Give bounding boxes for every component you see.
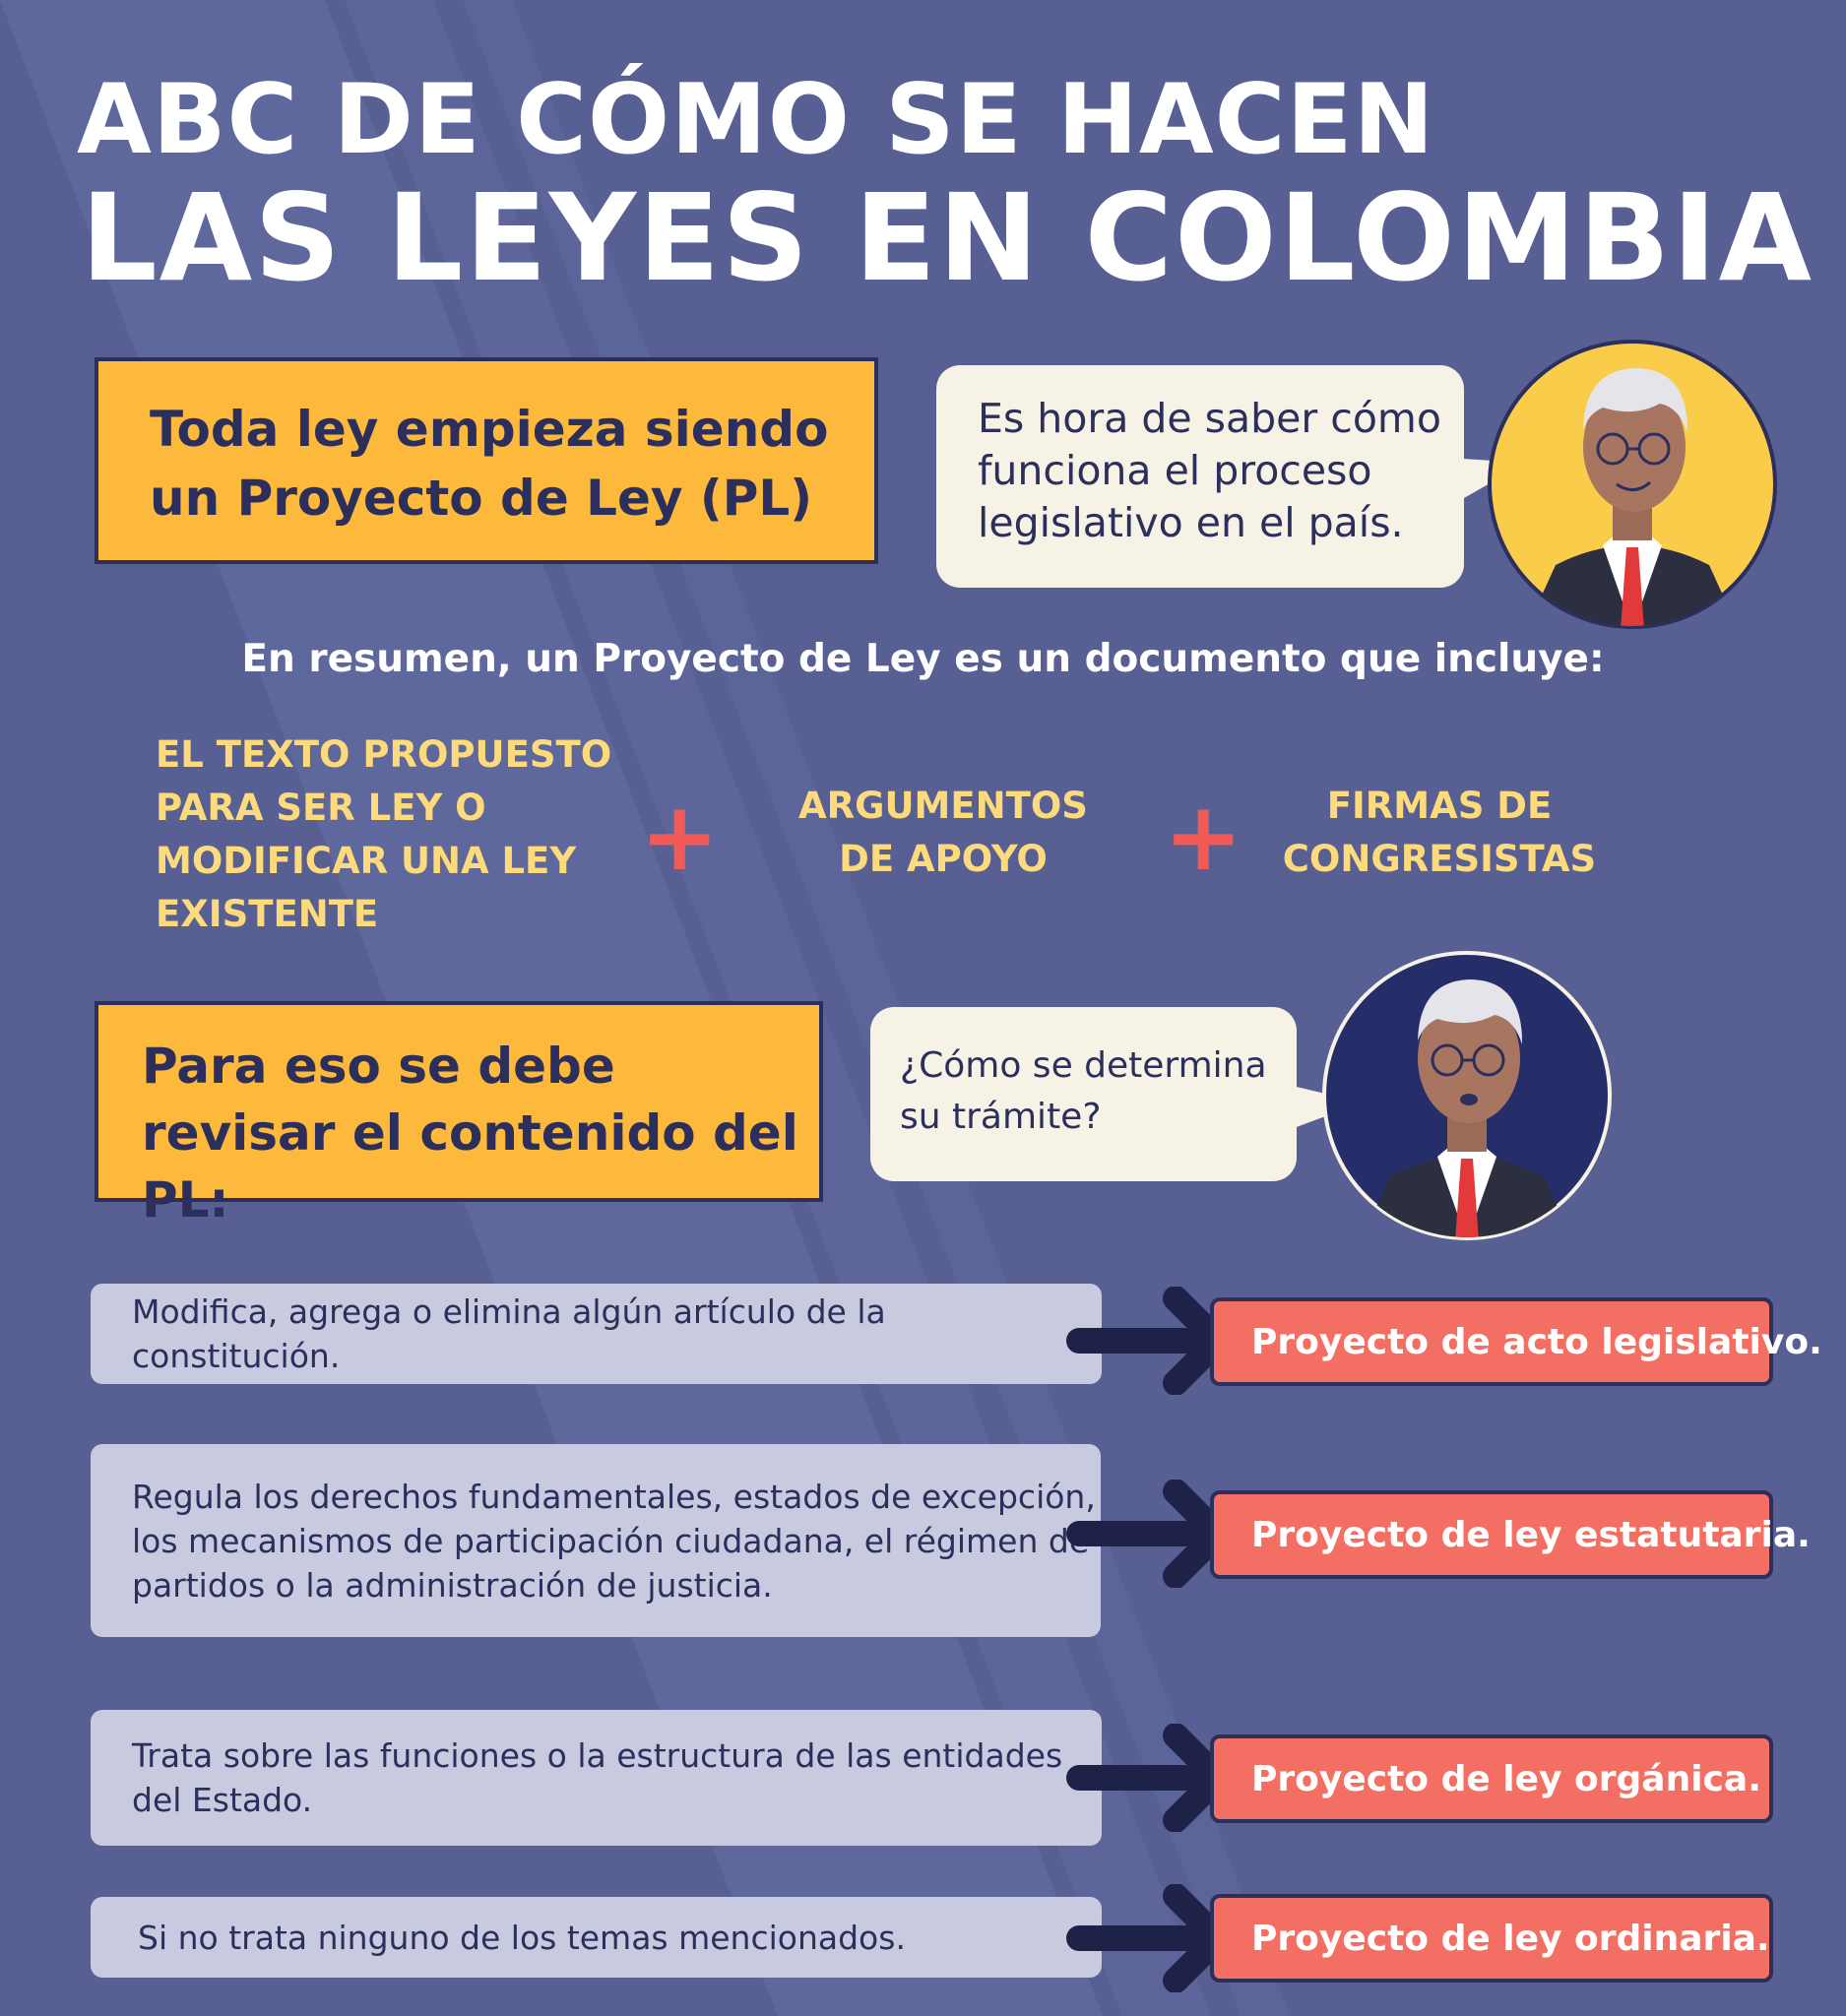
requirement-signatures: FIRMAS DE CONGRESISTAS [1282,785,1597,880]
speech-bubble-intro: Es hora de saber cómo funciona el proceso legislativo en el país. [936,365,1464,588]
speech-bubble-question: ¿Cómo se determina su trámite? [870,1007,1297,1181]
intro-box: Toda ley empieza siendo un Proyecto de Ley (PL) [95,357,878,564]
condition-text: Modifica, agrega o elimina algún artículo de la constitución. [132,1292,886,1375]
condition-text: Trata sobre las funciones o la estructura de las entidades del Estado. [132,1736,1063,1819]
arrow-right-icon [1065,1287,1233,1395]
summary-text: En resumen, un Proyecto de Ley es un documento que incluye: [241,637,1605,681]
condition-text: Si no trata ninguno de los temas mencionados. [138,1918,906,1957]
congressman-avatar [1487,339,1778,630]
condition-text: Regula los derechos fundamentales, estados de excepción, los mecanismos de participación ciudadana, el régimen de partidos o la administración de justicia. [132,1477,1096,1605]
plus-icon: + [1164,782,1243,892]
result-label: Proyecto de ley ordinaria. [1210,1894,1773,1983]
requirement-arguments: ARGUMENTOS DE APOYO [798,785,1088,880]
condition-box [91,1284,1102,1384]
plus-icon: + [640,782,720,892]
arrow-right-icon [1065,1724,1233,1832]
condition-box [91,1710,1102,1846]
condition-box [91,1444,1101,1637]
condition-box [91,1897,1102,1978]
requirement-text-proposed: EL TEXTO PROPUESTO PARA SER LEY O MODIFICAR UNA LEY EXISTENTE [156,733,612,935]
congressman-avatar [1321,950,1613,1241]
page-title-line-2: LAS LEYES EN COLOMBIA [81,168,1814,308]
arrow-right-icon [1065,1884,1233,1992]
result-label: Proyecto de acto legislativo. [1210,1297,1773,1386]
review-box: Para eso se debe revisar el contenido del PL: [95,1001,823,1202]
page-title-line-1: ABC DE CÓMO SE HACEN [77,64,1435,176]
result-label: Proyecto de ley estatutaria. [1210,1490,1773,1579]
arrow-right-icon [1065,1480,1233,1588]
result-label: Proyecto de ley orgánica. [1210,1734,1773,1823]
